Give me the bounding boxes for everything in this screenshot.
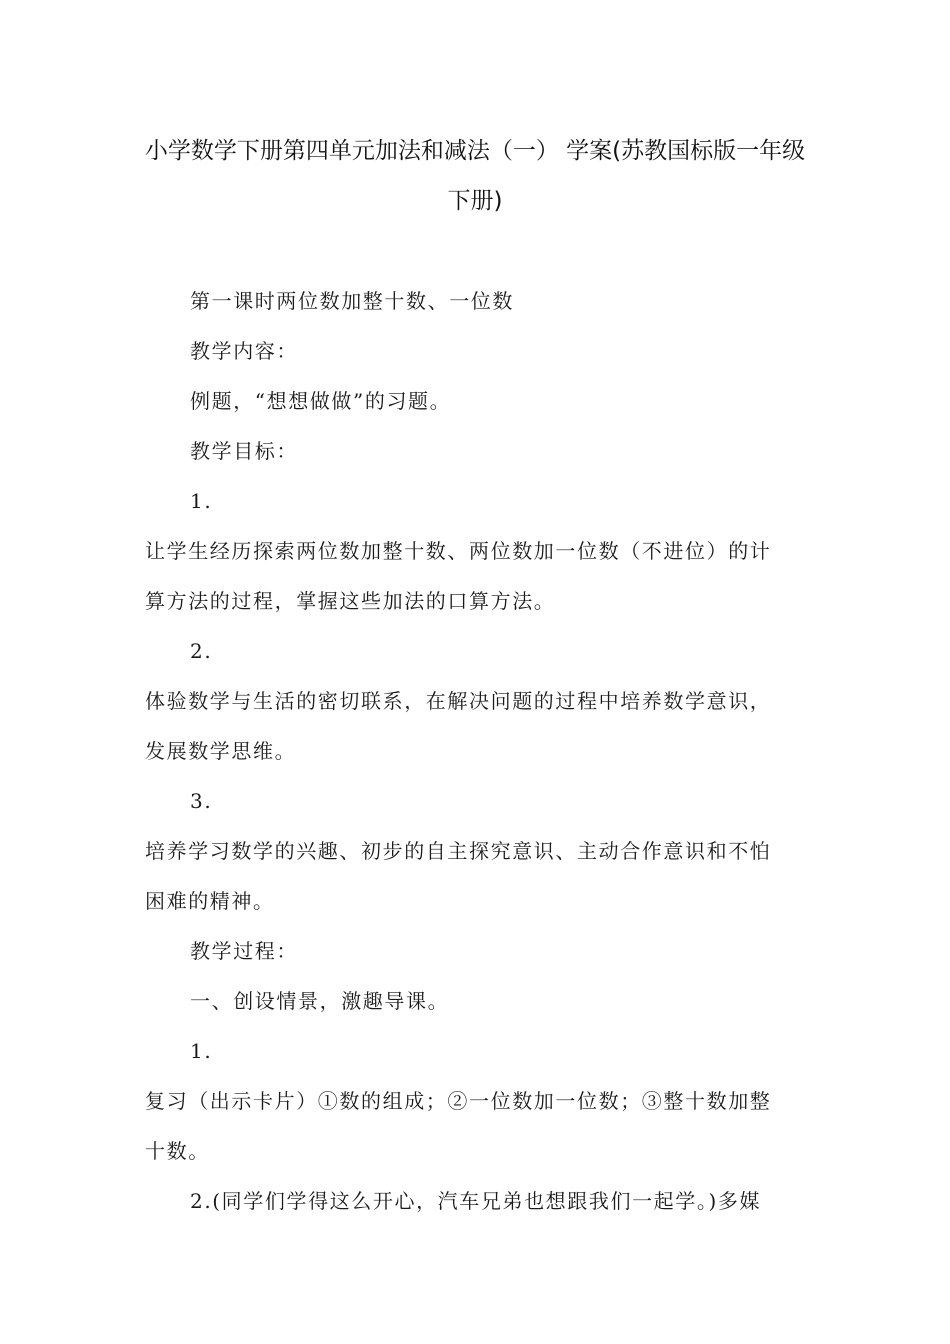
- process-heading: 教学过程：: [190, 939, 298, 963]
- goal-3-number: 3.: [190, 789, 213, 813]
- content-text: 例题，“想想做做”的习题。: [190, 389, 452, 413]
- lesson-title: 第一课时两位数加整十数、一位数: [190, 289, 514, 313]
- goals-heading: 教学目标：: [190, 439, 298, 463]
- goal-1-line-1: 让学生经历探索两位数加整十数、两位数加一位数（不进位）的计: [145, 539, 772, 563]
- goal-3-line-1: 培养学习数学的兴趣、初步的自主探究意识、主动合作意识和不怕: [145, 839, 772, 863]
- goal-2-number: 2.: [190, 639, 213, 663]
- section-1-heading: 一、创设情景，激趣导课。: [190, 989, 450, 1013]
- document-title-line-1: 小学数学下册第四单元加法和减法（一） 学案(苏教国标版一年级: [144, 138, 806, 164]
- goal-3-line-2: 困难的精神。: [145, 889, 275, 913]
- document-title-line-2: 下册): [447, 188, 503, 214]
- step-2-line: 2.(同学们学得这么开心，汽车兄弟也想跟我们一起学。)多媒: [190, 1189, 762, 1213]
- step-1-line-1: 复习（出示卡片）①数的组成；②一位数加一位数；③整十数加整: [145, 1089, 772, 1113]
- content-heading: 教学内容：: [190, 339, 298, 363]
- step-1-line-2: 十数。: [145, 1139, 210, 1163]
- goal-2-line-1: 体验数学与生活的密切联系，在解决问题的过程中培养数学意识，: [145, 689, 772, 713]
- step-1-number: 1.: [190, 1039, 213, 1063]
- goal-1-line-2: 算方法的过程，掌握这些加法的口算方法。: [145, 589, 556, 613]
- goal-1-number: 1.: [190, 489, 213, 513]
- goal-2-line-2: 发展数学思维。: [145, 739, 297, 763]
